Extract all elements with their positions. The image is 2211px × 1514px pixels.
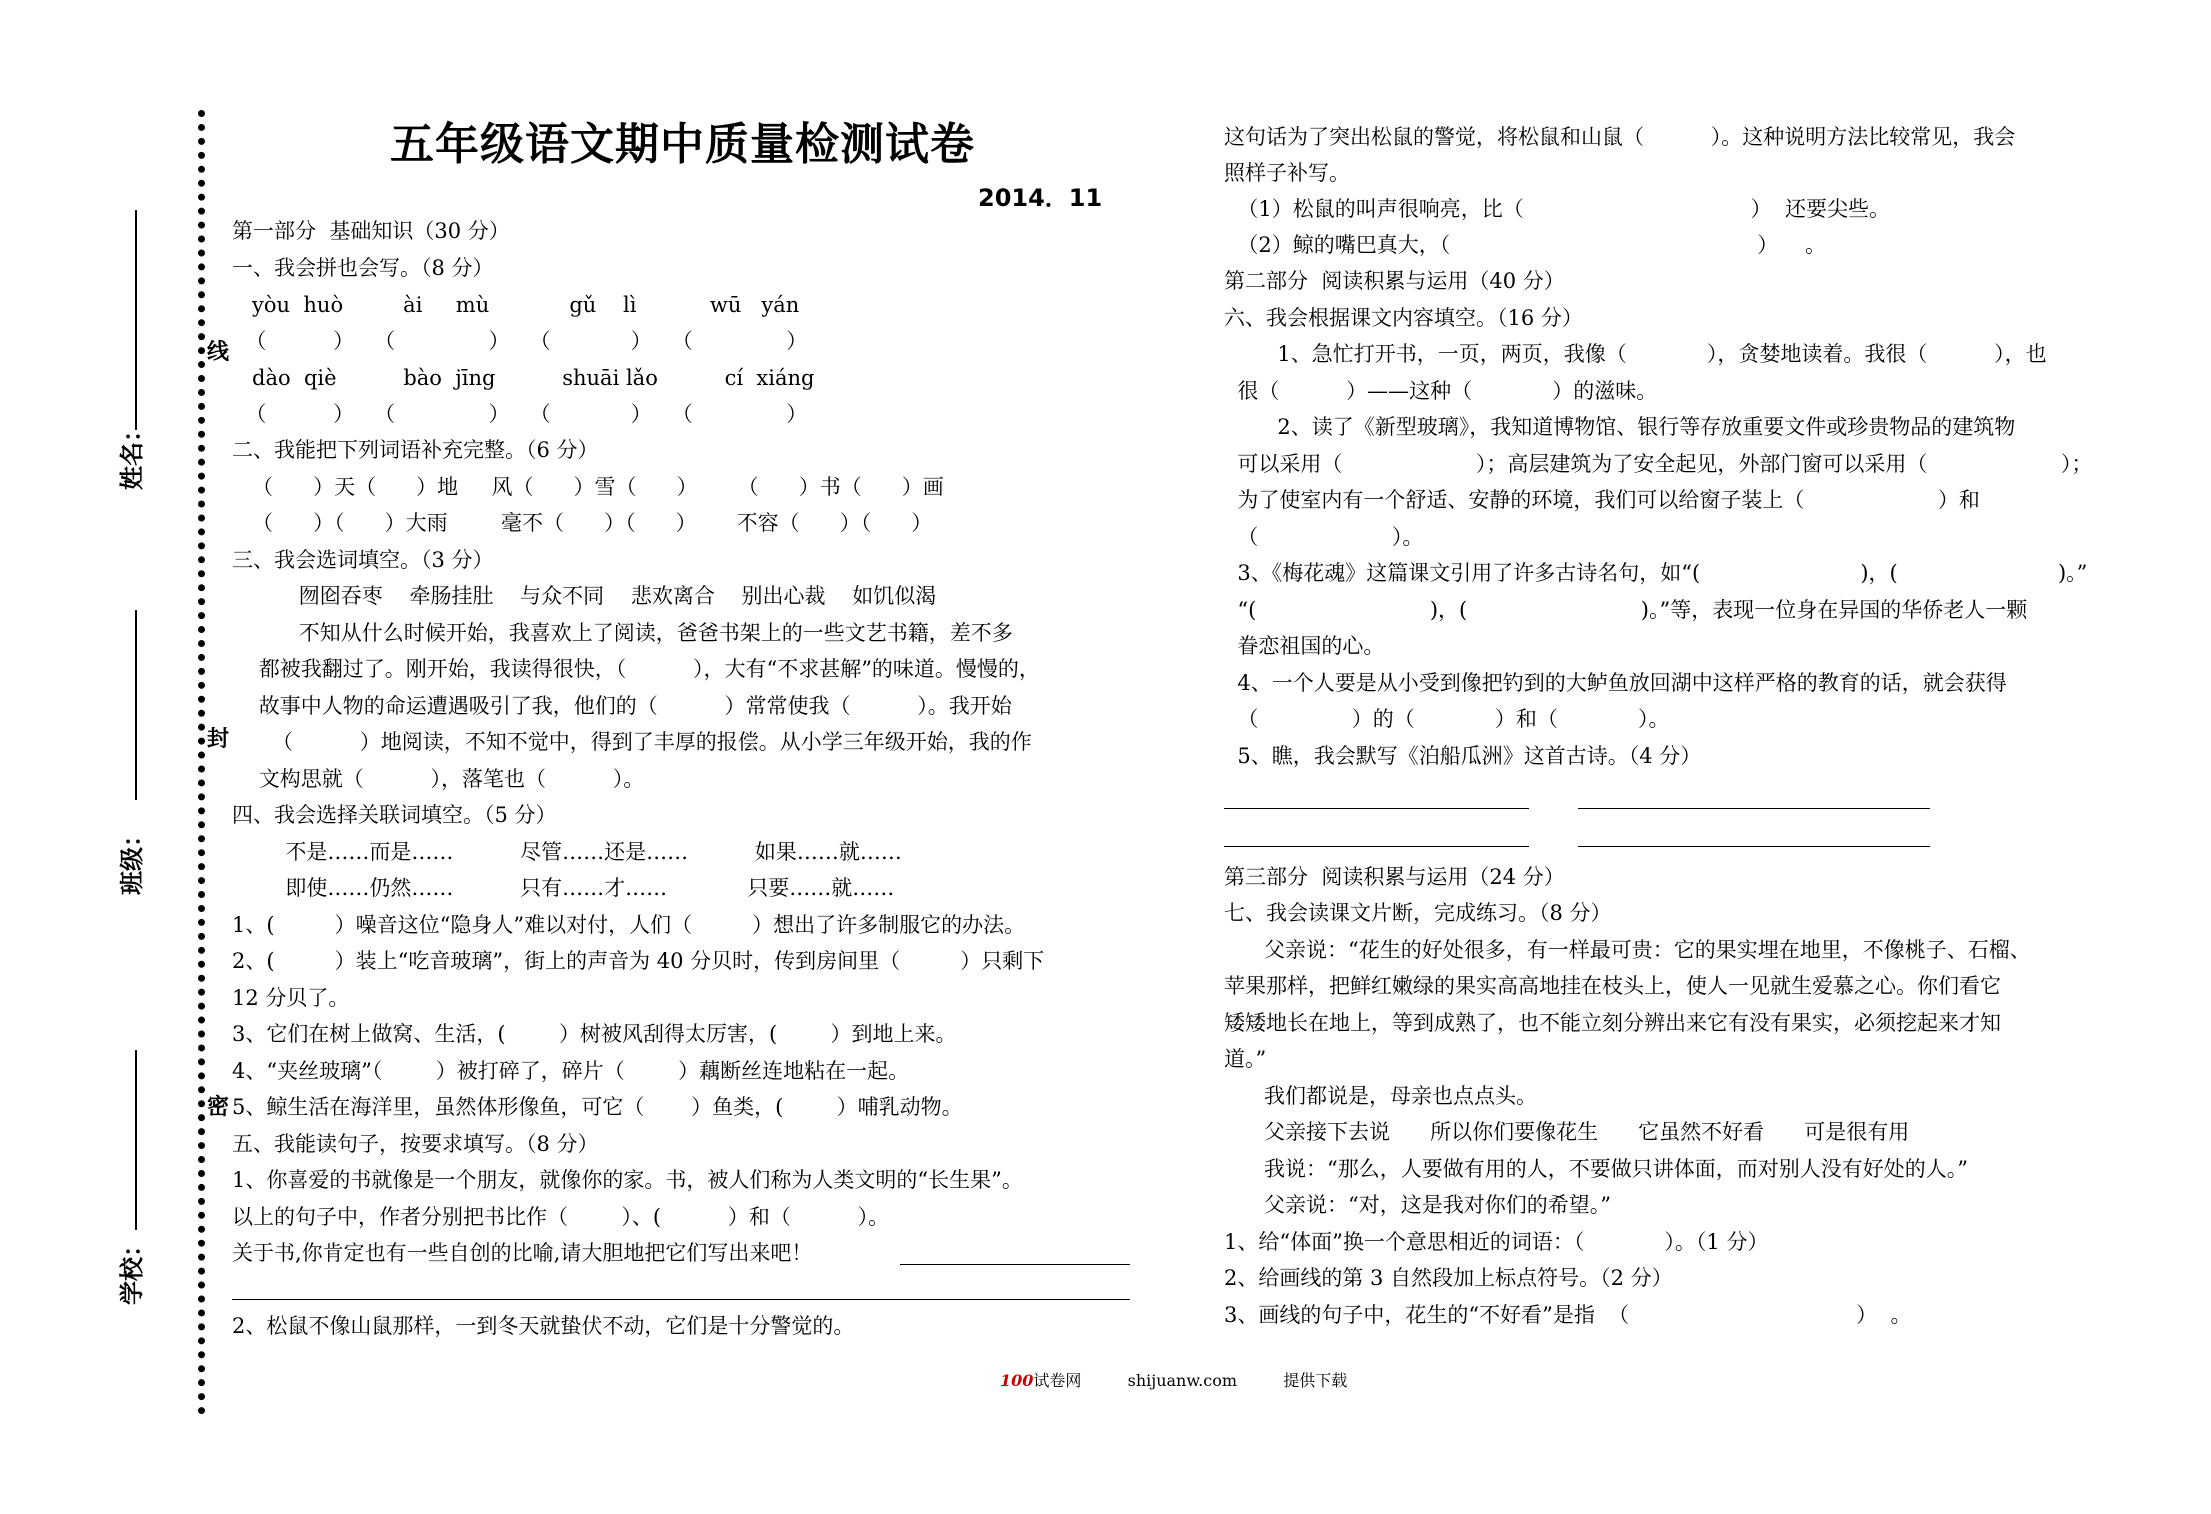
text-line: 关于书,你肯定也有一些自创的比喻,请大胆地把它们写出来吧！: [232, 1241, 813, 1265]
text-line: 都被我翻过了。刚开始，我读得很快，（ ），大有“不求甚解”的味道。慢慢的，: [232, 657, 1040, 681]
school-underline: [135, 1050, 137, 1230]
name-underline: [135, 210, 137, 430]
text-line: （ ）地阅读，不知不觉中，得到了丰厚的报偿。从小学三年级开始，我的作: [232, 730, 1032, 754]
text-line: （1）松鼠的叫声很响亮，比（ ） 还要尖些。: [1224, 197, 1891, 221]
text-line: 矮矮地长在地上，等到成熟了，也不能立刻分辨出来它有没有果实，必须挖起来才知: [1224, 1011, 2001, 1035]
text-line: 1、你喜爱的书就像是一个朋友，就像你的家。书，被人们称为人类文明的“长生果”。: [232, 1168, 1023, 1192]
text-line: 父亲说：“花生的好处很多，有一样最可贵：它的果实埋在地里，不像桃子、石榴、: [1224, 938, 2031, 962]
text-line: 以上的句子中，作者分别把书比作（ ）、( ）和（ ）。: [232, 1205, 890, 1229]
seal-char-secret: 密: [207, 1094, 230, 1120]
text-line: 苹果那样，把鲜红嫩绿的果实高高地挂在枝头上，使人一见就生爱慕之心。你们看它: [1224, 974, 2001, 998]
text-line: 不知从什么时候开始，我喜欢上了阅读，爸爸书架上的一些文艺书籍，差不多: [232, 621, 1013, 645]
text-line: 可以采用（ ）；高层建筑为了安全起见，外部门窗可以采用（ ）；: [1224, 452, 2093, 476]
poem-answer-line: [1224, 808, 1529, 809]
text-line: 2、( ）装上“吃音玻璃”，街上的声音为 40 分贝时，传到房间里（ ）只剩下: [232, 949, 1045, 973]
text-line: 4、一个人要是从小受到像把钓到的大鲈鱼放回湖中这样严格的教育的话，就会获得: [1224, 671, 2007, 695]
text-line: （ ）的（ ）和（ ）。: [1224, 707, 1670, 731]
text-line: （2）鲸的嘴巴真大，（ ） 。: [1224, 233, 1826, 257]
text-line: 很（ ）——这种（ ）的滋味。: [1224, 379, 1658, 403]
answer-line: [900, 1264, 1130, 1265]
seal-char-seal: 封: [207, 726, 230, 752]
text-line: 七、我会读课文片断，完成练习。（8 分）: [1224, 901, 1612, 925]
poem-answer-line: [1578, 808, 1930, 809]
answer-line: [232, 1299, 1130, 1300]
text-line: 这句话为了突出松鼠的警觉，将松鼠和山鼠（ ）。这种说明方法比较常见，我会: [1224, 125, 2016, 149]
text-line: 五、我能读句子，按要求填写。（8 分）: [232, 1132, 599, 1156]
class-label: 班级：: [118, 823, 146, 895]
binding-dotted-line: [198, 110, 205, 1415]
text-line: 2、读了《新型玻璃》，我知道博物馆、银行等存放重要文件或珍贵物品的建筑物: [1224, 415, 2016, 439]
text-line: 我们都说是，母亲也点点头。: [1224, 1084, 1538, 1108]
text-line: 1、急忙打开书，一页，两页，我像（ ），贪婪地读着。我很（ ），也: [1224, 342, 2047, 366]
text-line: 2、给画线的第 3 自然段加上标点符号。（2 分）: [1224, 1266, 1673, 1290]
poem-answer-line: [1578, 846, 1930, 847]
text-line: 第一部分 基础知识（30 分）: [232, 219, 510, 243]
text-line: 父亲接下去说 所以你们要像花生 它虽然不好看 可是很有用: [1224, 1120, 1910, 1144]
text-line: 故事中人物的命运遭遇吸引了我，他们的（ ）常常使我（ ）。我开始: [232, 694, 1012, 718]
footer: [1000, 1368, 1347, 1391]
text-line: 父亲说：“对，这是我对你们的希望。”: [1224, 1193, 1612, 1217]
exam-date: 2014．11: [978, 184, 1103, 212]
school-label: 学校：: [118, 1233, 146, 1305]
text-line: 3、《梅花魂》这篇课文引用了许多古诗名句，如“( )，( )。”: [1224, 561, 2088, 585]
seal-char-line: 线: [207, 339, 230, 365]
text-line: 眷恋祖国的心。: [1224, 634, 1385, 658]
text-line: 二、我能把下列词语补充完整。（6 分）: [232, 438, 599, 462]
text-line: 1、给“体面”换一个意思相近的词语：（ ）。（1 分）: [1224, 1230, 1769, 1254]
text-line: 文构思就（ ），落笔也（ ）。: [232, 767, 645, 791]
download-note: 提供下载: [1283, 1371, 1348, 1390]
name-label: 姓名：: [118, 418, 146, 490]
poem-answer-line: [1224, 846, 1529, 847]
text-line: （ ）。: [1224, 525, 1424, 549]
text-line: 六、我会根据课文内容填空。（16 分）: [1224, 306, 1583, 330]
text-line: 第三部分 阅读积累与运用（24 分）: [1224, 865, 1565, 889]
text-line: 2、松鼠不像山鼠那样，一到冬天就蛰伏不动，它们是十分警觉的。: [232, 1314, 855, 1338]
text-line: （ ）（ ）大雨 毫不（ ）（ ） 不容（ ）（ ）: [232, 511, 933, 535]
text-line: 5、瞧，我会默写《泊船瓜洲》这首古诗。（4 分）: [1224, 744, 1702, 768]
text-line: “( )，( )。”等，表现一位身在异国的华侨老人一颗: [1224, 598, 2028, 622]
text-line: 1、( ）噪音这位“隐身人”难以对付，人们（ ）想出了许多制服它的办法。: [232, 913, 1026, 937]
text-line: 一、我会拼也会写。（8 分）: [232, 256, 494, 280]
text-line: 不是……而是…… 尽管……还是…… 如果……就……: [232, 840, 902, 864]
text-line: 为了使室内有一个舒适、安静的环境，我们可以给窗子装上（ ）和: [1224, 488, 1980, 512]
text-line: dào qiè bào jīng shuāi lǎo cí xiáng: [232, 366, 815, 390]
site-name: 试卷网: [1033, 1371, 1082, 1390]
text-line: （ ） （ ） （ ） （ ）: [232, 402, 808, 426]
text-line: yòu huò ài mù gǔ lì wū yán: [232, 293, 800, 317]
text-line: 第二部分 阅读积累与运用（40 分）: [1224, 269, 1565, 293]
text-line: 3、它们在树上做窝、生活，( ）树被风刮得太厉害，( ）到地上来。: [232, 1022, 957, 1046]
text-line: 照样子补写。: [1224, 161, 1350, 185]
text-line: （ ） （ ） （ ） （ ）: [232, 329, 808, 353]
text-line: 5、鲸生活在海洋里，虽然体形像鱼，可它（ ）鱼类，( ）哺乳动物。: [232, 1095, 963, 1119]
text-line: 即使……仍然…… 只有……才…… 只要……就……: [232, 876, 895, 900]
text-line: 道。”: [1224, 1047, 1267, 1071]
text-line: （ ）天（ ）地 风（ ）雪（ ） （ ）书（ ）画: [232, 475, 944, 499]
page-title: 五年级语文期中质量检测试卷: [390, 119, 975, 170]
text-line: 三、我会选词填空。（3 分）: [232, 548, 494, 572]
text-line: 4、“夹丝玻璃”（ ）被打碎了，碎片（ ）藕断丝连地粘在一起。: [232, 1059, 910, 1083]
class-underline: [135, 610, 137, 800]
text-line: 3、画线的句子中，花生的“不好看”是指 （ ） 。: [1224, 1303, 1912, 1327]
text-line: 囫囵吞枣 牵肠挂肚 与众不同 悲欢离合 别出心裁 如饥似渴: [232, 584, 937, 608]
site-url[interactable]: shijuanw.com: [1127, 1371, 1237, 1390]
site-logo: 100: [1000, 1371, 1034, 1390]
text-line: 我说：“那么，人要做有用的人，不要做只讲体面，而对别人没有好处的人。”: [1224, 1157, 1969, 1181]
text-line: 12 分贝了。: [232, 986, 350, 1010]
text-line: 四、我会选择关联词填空。（5 分）: [232, 803, 557, 827]
